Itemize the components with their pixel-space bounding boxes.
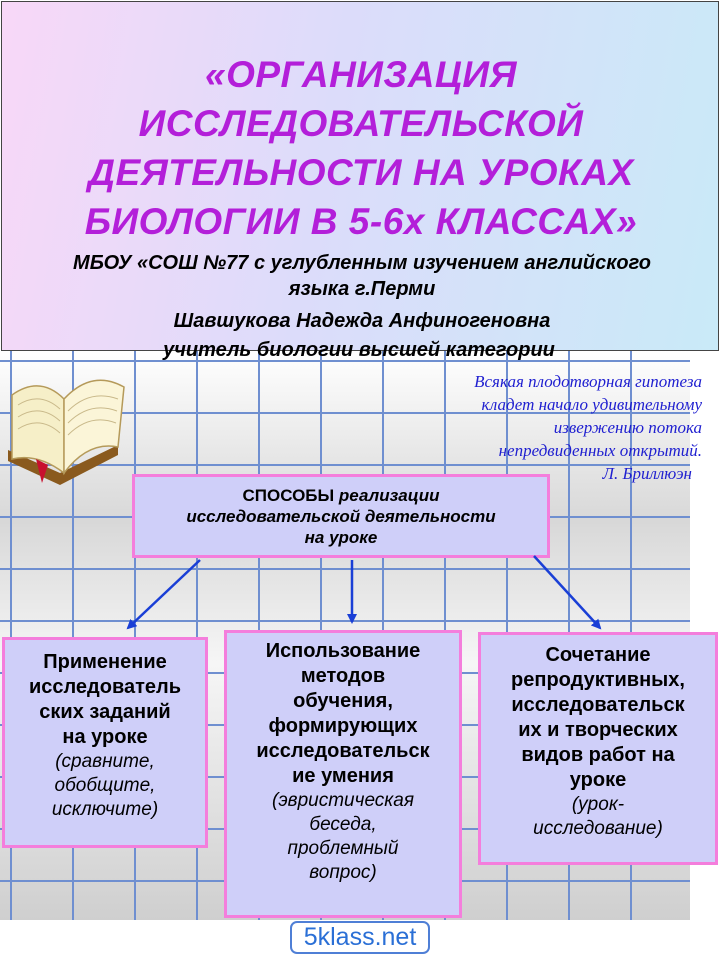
method-box-title <box>5 650 205 750</box>
site-watermark: 5klass.net <box>290 921 430 954</box>
box-note-line: исследование) <box>533 818 663 839</box>
box-note-line: (эвристическая <box>272 790 414 811</box>
root-box-line: на уроке <box>304 528 378 547</box>
open-book-icon <box>0 355 138 490</box>
root-box-lead: СПОСОБЫ <box>242 486 335 505</box>
quote-line: Всякая плодотворная гипотеза <box>474 372 702 391</box>
method-box-combination <box>478 632 718 865</box>
box-note-line: (урок- <box>571 794 625 815</box>
box-text-line: обучения, <box>293 690 393 712</box>
box-note-line: исключите) <box>51 799 159 820</box>
box-text-line: методов <box>300 665 386 687</box>
method-box-tasks <box>2 637 208 848</box>
method-box-examples <box>227 789 459 885</box>
method-box-teaching-methods <box>224 630 462 918</box>
method-box-examples <box>5 750 205 822</box>
box-text-line: исследовательск <box>511 694 685 716</box>
box-text-line: уроке <box>569 769 627 791</box>
epigraph-quote <box>372 370 702 485</box>
root-box-line: исследовательской деятельности <box>186 507 496 526</box>
quote-line: кладет начало удивительному <box>481 395 702 414</box>
method-box-title <box>227 639 459 789</box>
quote-line: непредвиденных открытий. <box>498 441 702 460</box>
root-box-rest: реализации <box>334 486 440 505</box>
box-text-line: ских заданий <box>39 701 171 723</box>
title-line: БИОЛОГИИ В 5-6х КЛАССАХ» <box>84 201 638 242</box>
title-line: ДЕЯТЕЛЬНОСТИ НА УРОКАХ <box>88 152 634 193</box>
box-note-line: вопрос) <box>309 862 377 883</box>
box-text-line: исследовательск <box>256 740 430 762</box>
presentation-title <box>2 50 720 246</box>
title-line: ИССЛЕДОВАТЕЛЬСКОЙ <box>138 103 584 144</box>
box-text-line: Сочетание <box>545 644 651 666</box>
school-line-1: МБОУ «СОШ №77 с углубленным изучением английского <box>73 252 651 274</box>
quote-author: Л. Бриллюэн <box>602 464 692 483</box>
box-text-line: их и творческих <box>518 719 678 741</box>
root-box-line <box>135 485 547 506</box>
school-line-2: языка г.Перми <box>288 278 436 300</box>
box-text-line: Использование <box>265 640 421 662</box>
box-text-line: видов работ на <box>521 744 675 766</box>
title-line: «ОРГАНИЗАЦИЯ <box>205 54 517 95</box>
box-text-line: на уроке <box>62 726 148 748</box>
method-box-examples <box>481 793 715 841</box>
method-box-title <box>481 643 715 793</box>
box-text-line: формирующих <box>268 715 418 737</box>
box-note-line: обобщите, <box>54 775 156 796</box>
box-note-line: проблемный <box>287 838 399 859</box>
methods-root-box <box>132 474 550 558</box>
quote-line: извержению потока <box>553 418 702 437</box>
box-note-line: (сравните, <box>55 751 155 772</box>
box-text-line: ие умения <box>292 765 394 787</box>
box-text-line: исследователь <box>28 676 182 698</box>
author-role: учитель биологии высшей категории <box>163 339 555 361</box>
box-text-line: Применение <box>43 651 167 673</box>
title-panel <box>1 1 719 351</box>
author-name: Шавшукова Надежда Анфиногеновна <box>173 310 551 332</box>
box-text-line: репродуктивных, <box>511 669 685 691</box>
box-note-line: беседа, <box>309 814 377 835</box>
